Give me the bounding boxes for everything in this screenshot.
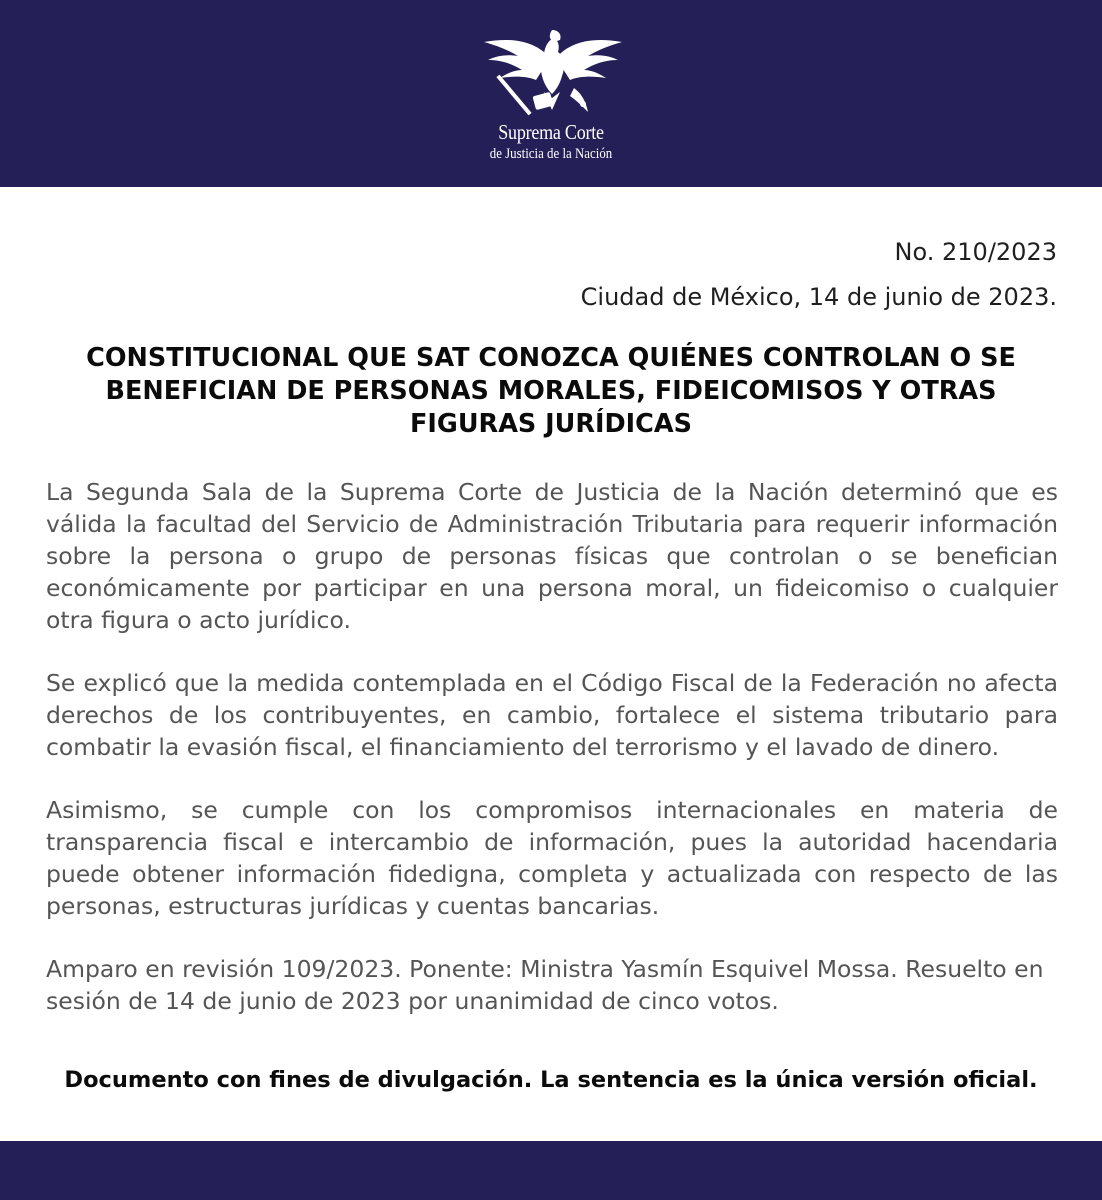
footer-banner (0, 1141, 1102, 1200)
org-name-line2: de Justicia de la Nación (489, 146, 613, 162)
place-date: Ciudad de México, 14 de junio de 2023. (580, 283, 1057, 311)
body-paragraph: Se explicó que la medida contemplada en el Código Fiscal de la Federación no afecta derechos de los contribuyentes, en cambio, fortalece el sistema tributario para combatir la evasión fiscal, el financiamiento del terrorismo y el lavado de dinero. (46, 669, 1058, 761)
body-paragraph: La Segunda Sala de la Suprema Corte de Justicia de la Nación determinó que es válida la facultad del Servicio de Administración Tributaria para requerir información sobre la persona o grupo de personas físicas que controlan o se benefician económicamente por participar en una persona moral, un fideicomiso o cualquier otra figura o acto jurídico. (46, 478, 1058, 634)
eagle-emblem-icon (478, 26, 628, 116)
disclaimer: Documento con fines de divulgación. La sentencia es la única versión oficial. (64, 1067, 1038, 1093)
case-reference-paragraph: Amparo en revisión 109/2023. Ponente: Ministra Yasmín Esquivel Mossa. Resuelto en sesión de 14 de junio de 2023 por unanimidad de cinco votos. (46, 955, 1044, 1015)
scjn-logo (0, 0, 1102, 187)
page-title: CONSTITUCIONAL QUE SAT CONOZCA QUIÉNES CONTROLAN O SE BENEFICIAN DE PERSONAS MORALES, FIDEICOMISOS Y OTRAS FIGURAS JURÍDICAS (86, 343, 1016, 439)
bulletin-number: No. 210/2023 (894, 238, 1057, 266)
body-paragraph: Asimismo, se cumple con los compromisos internacionales en materia de transparencia fiscal e intercambio de información, pues la autoridad hacendaria puede obtener información fidedigna, completa y actualizada con respecto de las personas, estructuras jurídicas y cuentas bancarias. (46, 796, 1058, 920)
header-banner (0, 0, 1102, 187)
document-body (46, 476, 1058, 1048)
org-name-line1: Suprema Corte (498, 120, 604, 144)
